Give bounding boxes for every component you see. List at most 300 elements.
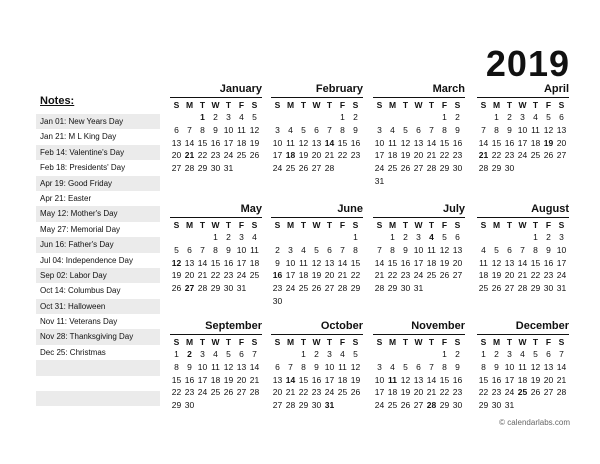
weekday-label: T [506, 220, 513, 230]
day: 22 [530, 270, 541, 281]
weekday-label: S [173, 220, 180, 230]
day: 25 [236, 150, 247, 161]
day: 20 [413, 150, 424, 161]
day: 31 [413, 283, 424, 294]
weekday-label: W [211, 220, 220, 230]
month-name: May [240, 203, 262, 215]
day: 23 [272, 283, 283, 294]
note-row: Jul 04: Independence Day [40, 255, 133, 265]
day: 5 [546, 112, 551, 122]
holiday-day: 28 [426, 400, 437, 411]
day: 4 [213, 349, 218, 359]
holiday-day: 19 [543, 137, 554, 148]
day: 12 [400, 374, 411, 385]
day: 26 [350, 387, 361, 398]
day: 4 [252, 232, 257, 242]
day: 27 [413, 400, 424, 411]
day: 15 [171, 374, 182, 385]
day: 22 [337, 150, 348, 161]
weekday-label: T [532, 100, 539, 110]
day: 1 [494, 112, 499, 122]
month-march [373, 83, 465, 188]
holiday-day: 1 [200, 112, 205, 122]
day: 19 [400, 387, 411, 398]
day: 9 [213, 124, 218, 135]
day: 18 [517, 374, 528, 385]
weekday-label: S [173, 337, 180, 347]
day: 29 [491, 163, 502, 174]
weekday-label: T [225, 337, 232, 347]
month-february [271, 83, 363, 175]
weekday-header [477, 219, 569, 231]
day: 18 [337, 374, 348, 385]
day: 23 [543, 270, 554, 281]
day: 16 [223, 257, 234, 268]
empty-day [373, 231, 386, 244]
day: 13 [272, 374, 283, 385]
day: 31 [374, 175, 385, 186]
day: 2 [226, 232, 231, 242]
holiday-day: 12 [171, 257, 182, 268]
weekday-label: T [300, 220, 307, 230]
weekday-label: S [376, 100, 383, 110]
empty-day [170, 231, 183, 244]
day: 1 [481, 349, 486, 359]
empty-day [271, 111, 284, 124]
day: 8 [301, 361, 306, 372]
weekday-label: S [352, 337, 359, 347]
day: 20 [324, 270, 335, 281]
day: 9 [455, 361, 460, 372]
day: 3 [377, 361, 382, 372]
day: 17 [413, 257, 424, 268]
day: 23 [452, 387, 463, 398]
day-grid [271, 348, 363, 412]
day: 3 [377, 124, 382, 135]
day: 31 [504, 400, 515, 411]
month-name: November [411, 320, 465, 332]
day: 25 [530, 150, 541, 161]
day: 16 [400, 257, 411, 268]
day: 21 [285, 387, 296, 398]
day: 29 [439, 163, 450, 174]
day: 15 [197, 137, 208, 148]
day: 15 [530, 257, 541, 268]
day: 20 [504, 270, 515, 281]
day: 11 [237, 124, 246, 135]
day: 15 [387, 257, 398, 268]
note-row: May 27: Memorial Day [40, 224, 121, 234]
day: 26 [400, 400, 411, 411]
day: 1 [353, 232, 358, 242]
day: 24 [236, 270, 247, 281]
day: 2 [455, 112, 460, 122]
day: 17 [374, 387, 385, 398]
day: 31 [236, 283, 247, 294]
day: 7 [288, 361, 293, 372]
day: 24 [374, 163, 385, 174]
empty-day [297, 231, 310, 244]
day: 28 [285, 400, 296, 411]
month-name: December [515, 320, 569, 332]
day: 7 [340, 244, 345, 255]
day: 8 [442, 124, 447, 135]
day: 22 [387, 270, 398, 281]
weekday-label: F [339, 100, 346, 110]
day: 11 [531, 124, 540, 135]
day: 3 [520, 112, 525, 122]
weekday-header [477, 336, 569, 348]
day: 23 [210, 150, 221, 161]
day: 26 [223, 387, 234, 398]
day: 13 [171, 137, 182, 148]
month-divider [373, 334, 465, 335]
month-divider [373, 217, 465, 218]
day: 8 [174, 361, 179, 372]
day: 8 [481, 361, 486, 372]
holiday-day: 21 [184, 150, 195, 161]
day: 4 [340, 349, 345, 359]
day: 25 [298, 283, 309, 294]
day: 16 [543, 257, 554, 268]
day: 6 [559, 112, 564, 122]
day: 7 [377, 244, 382, 255]
day: 5 [174, 244, 179, 255]
day: 5 [252, 112, 257, 122]
notes-list [36, 114, 160, 422]
day: 24 [374, 400, 385, 411]
day: 17 [504, 374, 515, 385]
weekday-label: T [428, 220, 435, 230]
note-row: Apr 21: Easter [40, 193, 92, 203]
day: 24 [324, 387, 335, 398]
day: 19 [223, 374, 234, 385]
empty-day [297, 111, 310, 124]
day: 22 [197, 150, 208, 161]
holiday-day: 14 [285, 374, 296, 385]
day: 24 [197, 387, 208, 398]
day: 21 [197, 270, 208, 281]
day: 5 [403, 124, 408, 135]
day: 15 [491, 137, 502, 148]
day: 5 [301, 124, 306, 135]
day: 12 [298, 137, 309, 148]
day: 14 [184, 137, 195, 148]
day: 7 [520, 244, 525, 255]
day: 7 [481, 124, 486, 135]
day: 17 [236, 257, 247, 268]
weekday-label: S [251, 337, 258, 347]
weekday-label: W [414, 220, 423, 230]
weekday-label: F [441, 337, 448, 347]
day: 4 [301, 244, 306, 255]
day: 9 [455, 124, 460, 135]
day: 9 [546, 244, 551, 255]
day: 12 [311, 257, 322, 268]
day: 28 [478, 163, 489, 174]
day: 4 [533, 112, 538, 122]
holiday-day: 11 [388, 374, 397, 385]
month-september [170, 320, 262, 412]
day: 21 [517, 270, 528, 281]
day: 10 [413, 244, 424, 255]
day: 3 [416, 232, 421, 242]
day: 26 [311, 283, 322, 294]
day: 17 [374, 150, 385, 161]
day: 14 [426, 374, 437, 385]
day: 27 [504, 283, 515, 294]
weekday-label: M [286, 100, 295, 110]
weekday-label: F [441, 220, 448, 230]
weekday-label: F [339, 337, 346, 347]
day: 29 [210, 283, 221, 294]
day: 20 [452, 257, 463, 268]
day: 10 [197, 361, 208, 372]
day-grid [373, 348, 465, 412]
day: 12 [491, 257, 502, 268]
day: 29 [530, 283, 541, 294]
weekday-label: W [414, 337, 423, 347]
day: 10 [517, 124, 528, 135]
day: 14 [197, 257, 208, 268]
empty-day [425, 111, 438, 124]
day: 18 [249, 257, 260, 268]
day: 17 [324, 374, 335, 385]
note-row: Oct 14: Columbus Day [40, 286, 121, 296]
day: 17 [197, 374, 208, 385]
empty-day [271, 348, 284, 361]
day: 27 [556, 150, 567, 161]
day-grid [477, 348, 569, 412]
weekday-label: M [388, 337, 397, 347]
day-grid [271, 231, 363, 308]
note-row: Jan 21: M L King Day [40, 132, 117, 142]
day: 4 [481, 244, 486, 255]
day: 5 [442, 232, 447, 242]
weekday-label: T [326, 337, 333, 347]
month-november [373, 320, 465, 412]
day: 14 [337, 257, 348, 268]
weekday-header [170, 219, 262, 231]
day: 7 [429, 361, 434, 372]
empty-day [271, 231, 284, 244]
day: 8 [213, 244, 218, 255]
day: 26 [298, 163, 309, 174]
day: 8 [353, 244, 358, 255]
holiday-day: 21 [478, 150, 489, 161]
empty-day [412, 111, 425, 124]
day: 27 [272, 400, 283, 411]
day: 11 [338, 361, 347, 372]
day: 27 [452, 270, 463, 281]
note-row [36, 391, 160, 406]
month-divider [271, 217, 363, 218]
weekday-label: M [492, 100, 501, 110]
day: 16 [504, 137, 515, 148]
empty-day [516, 231, 529, 244]
day-grid [271, 111, 363, 175]
day-grid [477, 231, 569, 295]
month-divider [271, 97, 363, 98]
day: 19 [491, 270, 502, 281]
day: 3 [507, 349, 512, 359]
weekday-header [170, 99, 262, 111]
empty-day [425, 348, 438, 361]
month-january [170, 83, 262, 175]
day: 11 [518, 361, 527, 372]
day: 20 [272, 387, 283, 398]
day-grid [373, 111, 465, 188]
day: 16 [491, 374, 502, 385]
weekday-label: T [199, 337, 206, 347]
day: 5 [494, 244, 499, 255]
day: 21 [556, 374, 567, 385]
day: 6 [314, 124, 319, 135]
day: 22 [439, 150, 450, 161]
day: 28 [374, 283, 385, 294]
day: 17 [556, 257, 567, 268]
day: 15 [350, 257, 361, 268]
weekday-label: S [274, 100, 281, 110]
day: 13 [236, 361, 247, 372]
weekday-header [373, 336, 465, 348]
day: 17 [517, 137, 528, 148]
day: 20 [413, 387, 424, 398]
day: 22 [491, 150, 502, 161]
month-name: August [531, 203, 569, 215]
weekday-label: S [480, 100, 487, 110]
day: 14 [556, 361, 567, 372]
day: 12 [223, 361, 234, 372]
note-row: Feb 14: Valentine's Day [36, 145, 160, 160]
day: 4 [520, 349, 525, 359]
day: 18 [387, 387, 398, 398]
credit-text[interactable]: © calendarlabs.com [499, 418, 570, 427]
day-grid [170, 231, 262, 295]
holiday-day: 2 [187, 349, 192, 359]
day: 3 [226, 112, 231, 122]
empty-day [284, 111, 297, 124]
month-divider [170, 334, 262, 335]
holiday-day: 16 [272, 270, 283, 281]
weekday-label: W [518, 337, 527, 347]
day: 9 [187, 361, 192, 372]
note-row: Apr 19: Good Friday [36, 176, 160, 191]
day: 10 [324, 361, 335, 372]
day: 23 [452, 150, 463, 161]
weekday-header [373, 99, 465, 111]
weekday-label: T [428, 337, 435, 347]
day: 21 [249, 374, 260, 385]
day: 27 [324, 283, 335, 294]
day: 9 [226, 244, 231, 255]
note-row: May 12: Mother's Day [36, 206, 160, 221]
day: 17 [272, 150, 283, 161]
weekday-label: S [480, 220, 487, 230]
weekday-label: S [558, 220, 565, 230]
empty-day [196, 231, 209, 244]
weekday-label: W [312, 100, 321, 110]
day: 5 [353, 349, 358, 359]
empty-day [373, 348, 386, 361]
month-name: February [315, 83, 363, 95]
day: 25 [387, 163, 398, 174]
day: 25 [426, 270, 437, 281]
weekday-label: M [388, 100, 397, 110]
day: 16 [452, 137, 463, 148]
month-april [477, 83, 569, 175]
weekday-label: S [558, 337, 565, 347]
weekday-header [271, 99, 363, 111]
empty-day [323, 111, 336, 124]
day: 4 [288, 124, 293, 135]
day: 11 [427, 244, 436, 255]
empty-day [490, 231, 503, 244]
day: 4 [390, 124, 395, 135]
weekday-label: S [558, 100, 565, 110]
weekday-label: M [388, 220, 397, 230]
day: 22 [350, 270, 361, 281]
day: 20 [184, 270, 195, 281]
day: 14 [374, 257, 385, 268]
weekday-label: S [352, 100, 359, 110]
month-divider [170, 217, 262, 218]
day: 30 [210, 163, 221, 174]
day: 15 [337, 137, 348, 148]
empty-day [412, 348, 425, 361]
month-december [477, 320, 569, 412]
day: 3 [327, 349, 332, 359]
day: 19 [249, 137, 260, 148]
day: 9 [314, 361, 319, 372]
weekday-label: T [300, 100, 307, 110]
weekday-label: T [532, 220, 539, 230]
weekday-label: F [545, 220, 552, 230]
weekday-label: F [545, 100, 552, 110]
day: 15 [478, 374, 489, 385]
day: 23 [311, 387, 322, 398]
day: 24 [413, 270, 424, 281]
day: 5 [314, 244, 319, 255]
day: 17 [223, 137, 234, 148]
day: 13 [556, 124, 567, 135]
day: 28 [249, 387, 260, 398]
day: 14 [517, 257, 528, 268]
day: 2 [213, 112, 218, 122]
day: 4 [390, 361, 395, 372]
day: 30 [272, 295, 283, 306]
day: 2 [507, 112, 512, 122]
day: 1 [442, 349, 447, 359]
day: 30 [311, 400, 322, 411]
day: 8 [390, 244, 395, 255]
note-row: Jun 16: Father's Day [36, 237, 160, 252]
day: 30 [184, 400, 195, 411]
weekday-label: F [238, 337, 245, 347]
day: 10 [272, 137, 283, 148]
day: 27 [236, 387, 247, 398]
notes-title: Notes: [40, 95, 75, 107]
weekday-label: T [199, 220, 206, 230]
day: 29 [298, 400, 309, 411]
day: 22 [171, 387, 182, 398]
holiday-day: 25 [517, 387, 528, 398]
month-divider [477, 334, 569, 335]
day: 19 [439, 257, 450, 268]
day: 10 [236, 244, 247, 255]
day: 4 [239, 112, 244, 122]
day: 18 [478, 270, 489, 281]
